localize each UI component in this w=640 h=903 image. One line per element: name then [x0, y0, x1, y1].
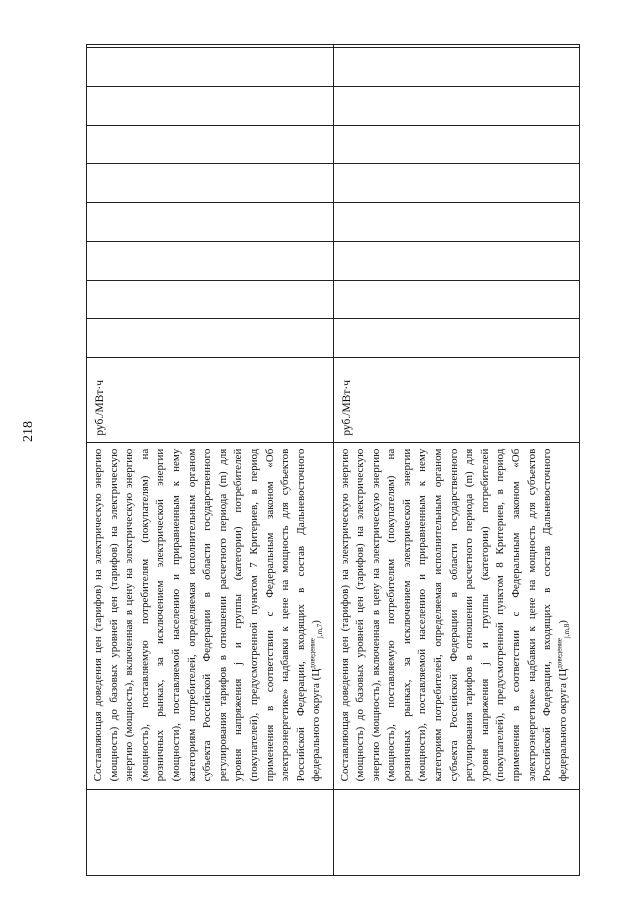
value-cell: [333, 45, 580, 48]
value-cell: [87, 48, 334, 87]
value-cell: [87, 280, 334, 319]
description-cell: [87, 442, 334, 790]
value-cell: [333, 241, 580, 280]
description-text: [87, 443, 327, 790]
table-row: [333, 45, 580, 876]
value-cell: [87, 86, 334, 125]
value-cell: [87, 241, 334, 280]
unit-cell: [333, 358, 580, 443]
value-cell: [333, 280, 580, 319]
unit-text: руб./МВт·ч: [94, 380, 106, 436]
description-body: Составляющая доведения цен (тарифов) на электрическую энергию (мощность) до базовых уровней цен (тарифов) на электрическую энергию (мощность), включенная в цену на электрическую энергию (мощность), поставляемую потребителям (покупателям) на розничных рынках, за исключением электрической энергии (мощности), поставляемой населению и приравненным к нему категориям потребителей, определяемая исполнительным органом субъекта Российской Федерации в области государственного регулирования тарифов в отношении расчетного периода (m) для уровня напряжения j и группы (категории) потребителей (покупателей), предусмотренной пунктом 7 Критериев, в период применения в соответствии с Федеральным законом «Об электроэнергетике» надбавки к цене на мощность для субъектов Российской Федерации, входящих в состав Дальневосточного федерального округа: [92, 448, 323, 782]
value-cell: [333, 164, 580, 203]
formula: $(Ц^{доведение}_{j,m,7})$: [308, 620, 325, 681]
value-cell: [333, 203, 580, 242]
description-text: [334, 443, 574, 790]
value-cell: [87, 319, 334, 358]
value-cell: [87, 125, 334, 164]
description-cell: [333, 442, 580, 790]
rotated-table-frame: [86, 44, 580, 876]
page-number: 218: [21, 421, 36, 442]
unit-text: руб./МВт·ч: [340, 380, 353, 436]
value-cell: [87, 203, 334, 242]
unit-cell: [87, 358, 334, 443]
description-body: Составляющая доведения цен (тарифов) на электрическую энергию (мощность) до базовых уровней цен (тарифов) на электрическую энергию (мощность), включенная в цену на электрическую энергию (мощность), поставляемую потребителям (покупателям) на розничных рынках, за исключением электрической энергии (мощности), поставляемой населению и приравненным к нему категориям потребителей, определяемая исполнительным органом субъекта Российской Федерации в области государственного регулирования тарифов в отношении расчетного периода (m) для уровня напряжения j и группы (категории) потребителей (покупателей), предусмотренной пунктом 8 Критериев, в период применения в соответствии с Федеральным законом «Об электроэнергетике» надбавки к цене на мощность для субъектов Российской Федерации, входящих в состав Дальневосточного федерального округа: [338, 448, 569, 782]
value-cell: [333, 125, 580, 164]
value-cell: [333, 319, 580, 358]
empty-cell: [87, 790, 334, 876]
formula: $(Ц^{доведение}_{j,m,8})$: [555, 620, 571, 681]
value-cell: [87, 45, 334, 48]
tariff-components-table: [86, 44, 580, 876]
value-cell: [333, 48, 580, 87]
value-cell: [87, 164, 334, 203]
empty-cell: [333, 790, 580, 876]
table-row: [87, 45, 334, 876]
value-cell: [333, 86, 580, 125]
